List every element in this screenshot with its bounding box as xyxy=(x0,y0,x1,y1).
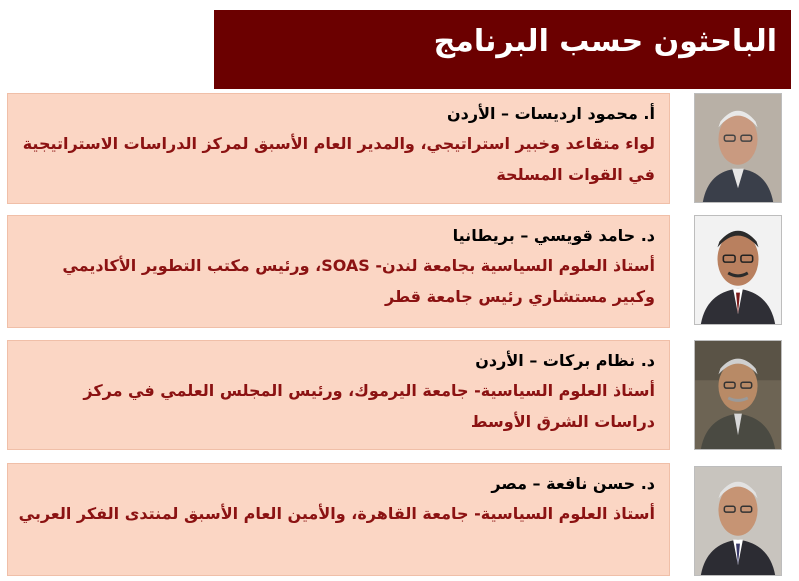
researcher-card-1 xyxy=(7,93,670,204)
person-photo-icon xyxy=(695,94,781,202)
researcher-description: أستاذ العلوم السیاسیة- جامعة القاهرة، والأمين العام الأسبق لمنتدى الفكر العربي xyxy=(18,504,655,523)
researcher-description: أستاذ العلوم السیاسیة بجامعة لندن- SOAS، ورئيس مكتب التطوير الأكاديمي وكبير مستشاري رئيس جامعة قطر xyxy=(62,256,655,306)
researcher-name: د. نظام بركات – الأردن xyxy=(475,351,655,370)
researcher-description: أستاذ العلوم السیاسیة- جامعة الیرموك، ورئیس المجلس العلمي في مركز دراسات الشرق الأوسط xyxy=(83,381,655,431)
researcher-photo-3 xyxy=(694,340,782,450)
person-photo-icon xyxy=(695,216,781,324)
section-header xyxy=(214,10,791,89)
page-title: الباحثون حسب البرنامج xyxy=(433,24,777,59)
person-photo-icon xyxy=(695,341,781,449)
researcher-card-4 xyxy=(7,463,670,576)
researcher-name: د. حسن نافعة – مصر xyxy=(491,474,655,493)
researcher-photo-1 xyxy=(694,93,782,203)
researcher-photo-4 xyxy=(694,466,782,576)
researcher-photo-2 xyxy=(694,215,782,325)
researcher-card-3 xyxy=(7,340,670,450)
researcher-name: أ. محمود اردیسات – الأردن xyxy=(446,104,655,123)
researcher-description: لواء متقاعد وخبير استراتيجي، والمدير العام الأسبق لمركز الدراسات الاستراتيجية في القوات المسلحة xyxy=(22,134,655,184)
researcher-card-2 xyxy=(7,215,670,328)
researcher-name: د. حامد قویسي – بریطانیا xyxy=(452,226,655,245)
person-photo-icon xyxy=(695,467,781,575)
